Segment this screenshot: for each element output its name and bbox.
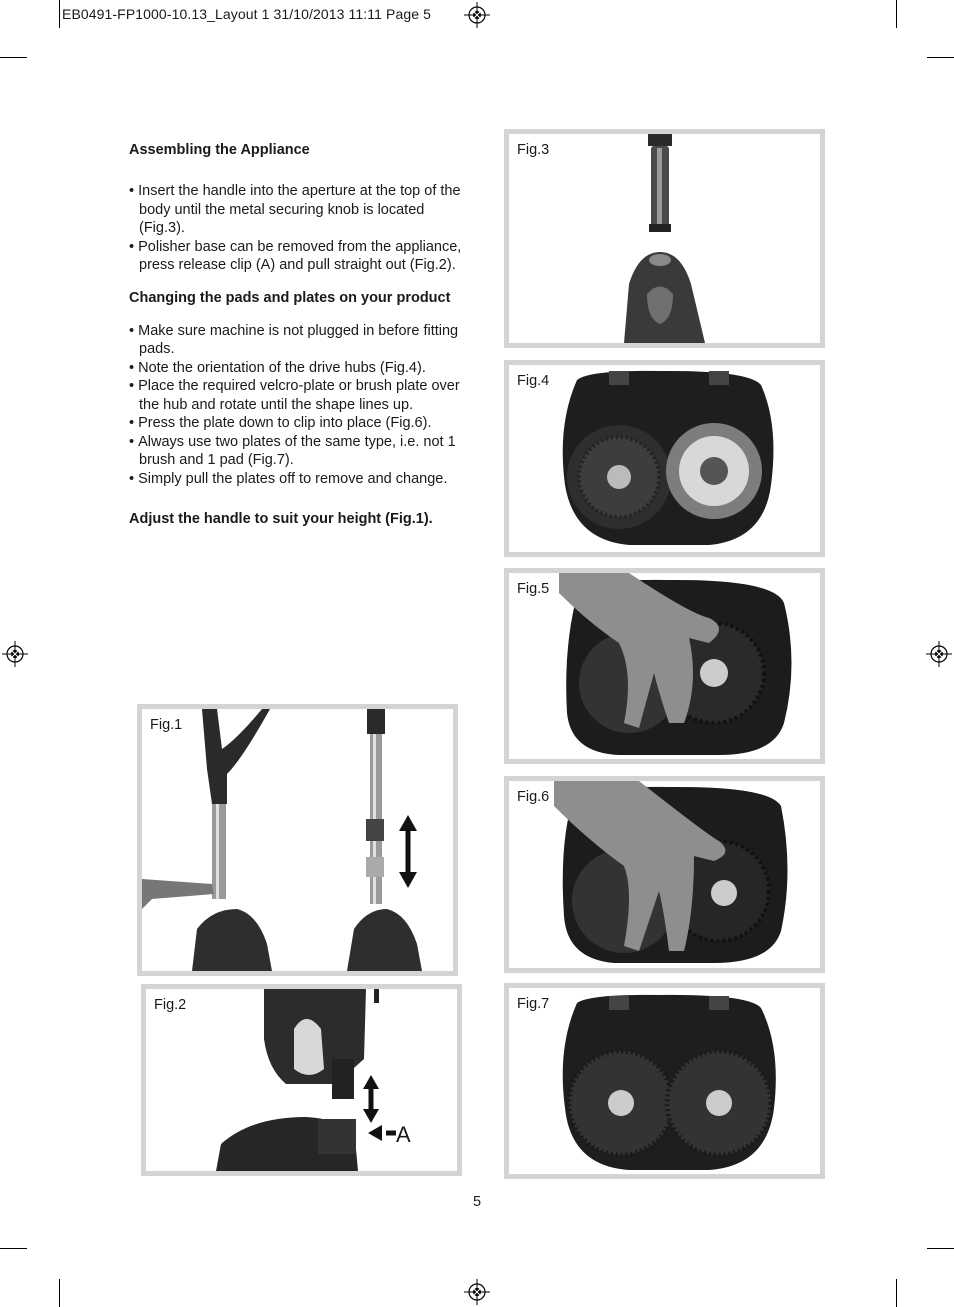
list-item: • Simply pull the plates off to remove and change.	[129, 470, 474, 489]
figure-2	[141, 984, 462, 1176]
figure-label: Fig.7	[517, 996, 550, 1012]
adjust-handle-note: Adjust the handle to suit your height (Fig.1).	[129, 511, 433, 527]
handle-insertion-photo	[509, 134, 820, 343]
list-item: • Polisher base can be removed from the appliance, press release clip (A) and pull straight out (Fig.2).	[129, 238, 474, 275]
changing-list	[129, 322, 474, 489]
list-item: • Note the orientation of the drive hubs (Fig.4).	[129, 359, 474, 378]
crop-mark	[927, 57, 954, 58]
figure-label: Fig.5	[517, 581, 550, 597]
list-item: • Press the plate down to clip into place (Fig.6).	[129, 414, 474, 433]
registration-mark-icon	[464, 2, 490, 28]
place-plate-photo	[509, 573, 820, 759]
instructions-column	[129, 141, 474, 529]
figure-label: Fig.1	[150, 717, 183, 733]
release-clip-callout: A	[396, 1122, 411, 1147]
crop-mark	[59, 0, 60, 28]
figure-4	[504, 360, 825, 557]
figure-5	[504, 568, 825, 764]
assembling-list	[129, 182, 474, 275]
crop-mark	[927, 1248, 954, 1249]
figure-label: Fig.3	[517, 142, 550, 158]
figure-label: Fig.6	[517, 789, 550, 805]
heading-changing-pads: Changing the pads and plates on your product	[129, 289, 451, 306]
list-item: • Make sure machine is not plugged in before fitting pads.	[129, 322, 474, 359]
crop-mark	[0, 1248, 27, 1249]
figure-label: Fig.4	[517, 373, 550, 389]
figure-6	[504, 776, 825, 973]
list-item: • Insert the handle into the aperture at the top of the body until the metal securing knob is located (Fig.3).	[129, 182, 474, 238]
crop-mark	[896, 1279, 897, 1307]
figure-label: Fig.2	[154, 997, 187, 1013]
figure-3	[504, 129, 825, 348]
crop-mark	[0, 57, 27, 58]
list-item: • Place the required velcro-plate or brush plate over the hub and rotate until the shape lines up.	[129, 377, 474, 414]
registration-mark-icon	[926, 641, 952, 667]
registration-mark-icon	[2, 641, 28, 667]
registration-mark-icon	[464, 1279, 490, 1305]
figure-7	[504, 983, 825, 1179]
print-slug-line: EB0491-FP1000-10.13_Layout 1 31/10/2013 11:11 Page 5	[62, 6, 431, 22]
page-number: 5	[472, 1194, 482, 1210]
handle-adjust-photo	[142, 709, 453, 971]
matching-plates-photo	[509, 988, 820, 1174]
heading-assembling: Assembling the Appliance	[129, 142, 310, 158]
crop-mark	[896, 0, 897, 28]
crop-mark	[59, 1279, 60, 1307]
press-plate-photo	[509, 781, 820, 968]
figure-1	[137, 704, 458, 976]
list-item: • Always use two plates of the same type, i.e. not 1 brush and 1 pad (Fig.7).	[129, 433, 474, 470]
drive-hubs-photo	[509, 365, 820, 552]
